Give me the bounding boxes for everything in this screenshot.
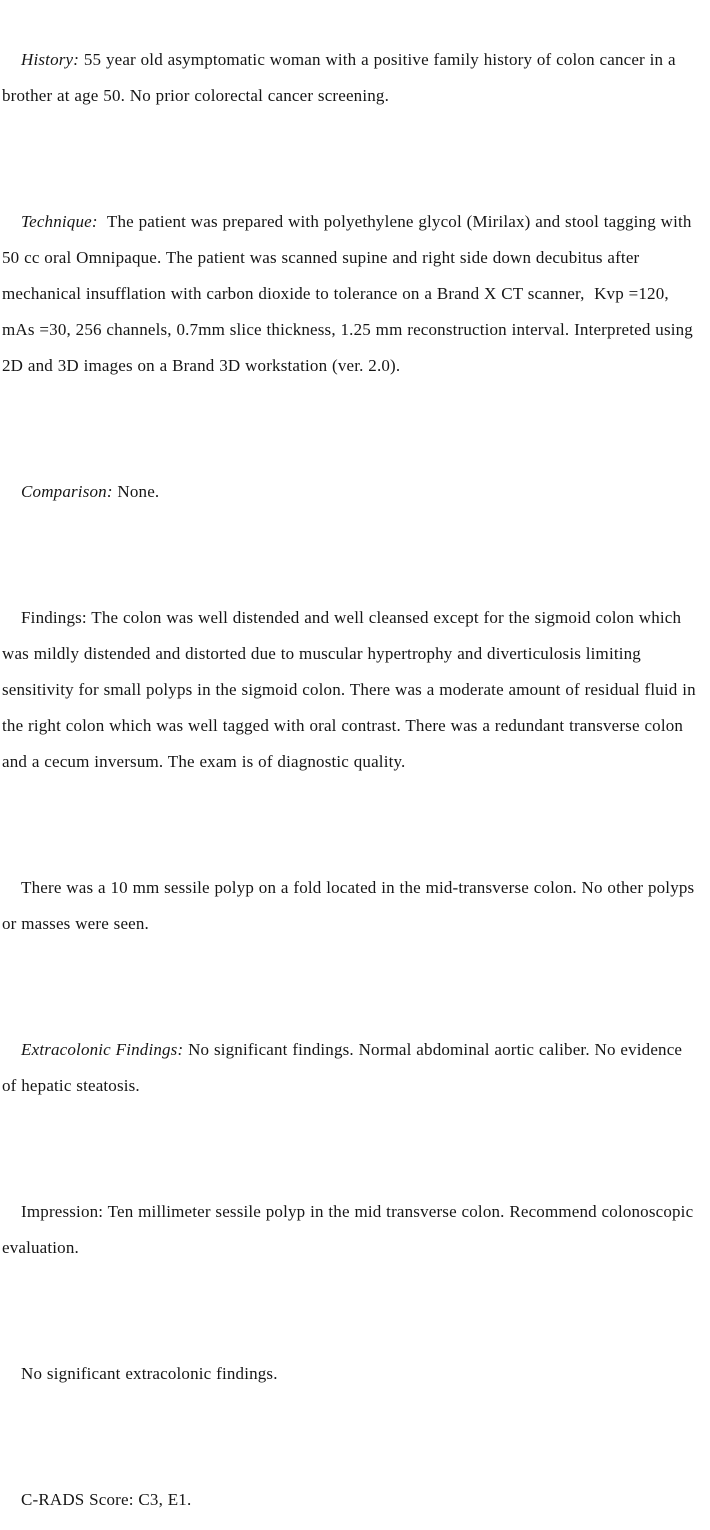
- report-section-technique: [2, 168, 699, 420]
- section-label-findings: Findings:: [21, 608, 87, 627]
- report-section-findings: [2, 564, 699, 816]
- section-body-crads-score: C3, E1.: [138, 1490, 192, 1509]
- report-section-impression: [2, 1158, 699, 1302]
- report-section-findings-polyp: [2, 834, 699, 978]
- report-section-impression-extracolonic: [2, 1320, 699, 1428]
- section-label-history: History:: [21, 50, 80, 69]
- section-body-findings-polyp: There was a 10 mm sessile polyp on a fold located in the mid-transverse colon. No other polyps or masses were seen.: [2, 878, 700, 933]
- report-section-extracolonic-findings: [2, 996, 699, 1140]
- report-section-history: [2, 6, 699, 150]
- section-label-crads-score: C-RADS Score:: [21, 1490, 134, 1509]
- section-label-technique: Technique:: [21, 212, 98, 231]
- report-section-comparison: [2, 438, 699, 546]
- section-body-findings: The colon was well distended and well cleansed except for the sigmoid colon which was mildly distended and distorted due to muscular hypertrophy and diverticulosis limiting sensitivity for small polyps in the sigmoid colon. There was a moderate amount of residual fluid in the right colon which was well tagged with oral contrast. There was a redundant transverse colon and a cecum inversum. The exam is of diagnostic quality.: [2, 608, 701, 771]
- section-body-technique: The patient was prepared with polyethylene glycol (Mirilax) and stool tagging with 50 cc oral Omnipaque. The patient was scanned supine and right side down decubitus after mechanical insufflation with carbon dioxide to tolerance on a Brand X CT scanner, Kvp =120, mAs =30, 256 channels, 0.7mm slice thickness, 1.25 mm reconstruction interval. Interpreted using 2D and 3D images on a Brand 3D workstation (ver. 2.0).: [2, 212, 698, 375]
- section-label-comparison: Comparison:: [21, 482, 113, 501]
- section-body-comparison: None.: [117, 482, 160, 501]
- section-body-extracolonic-findings: No significant findings. Normal abdominal aortic caliber. No evidence of hepatic steatosis.: [2, 1040, 687, 1095]
- section-body-history: 55 year old asymptomatic woman with a positive family history of colon cancer in a brother at age 50. No prior colorectal cancer screening.: [2, 50, 681, 105]
- section-label-impression: Impression:: [21, 1202, 104, 1221]
- section-body-impression-extracolonic: No significant extracolonic findings.: [21, 1364, 278, 1383]
- section-separator-technique: [98, 212, 107, 231]
- report-section-crads-score: [2, 1446, 699, 1530]
- section-body-impression: Ten millimeter sessile polyp in the mid transverse colon. Recommend colonoscopic evaluation.: [2, 1202, 699, 1257]
- section-label-extracolonic-findings: Extracolonic Findings:: [21, 1040, 184, 1059]
